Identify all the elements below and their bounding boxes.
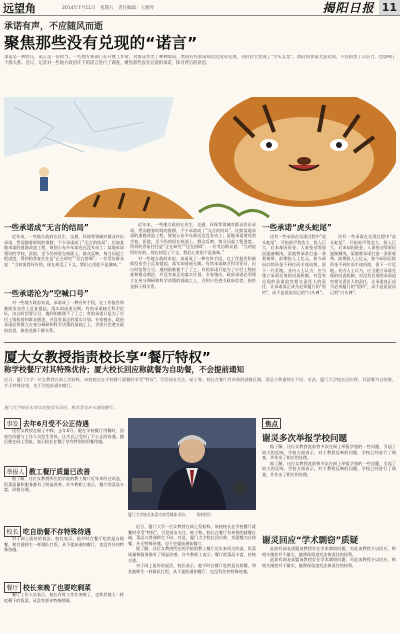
- section-3-text-b: 还有一些承诺在兑现过程中“虎头蛇尾”。开始时声势浩大、投入巨大，后来却因资金、人事变动等原因逐渐搁浅。某地曾承诺打造一条景观带，前期投入上亿元，如今却因后续资金不到位而半途而废，留下一片荒地。业内人士认为，应当建立承诺兑现的问责机制，对没有兑现的承诺追究相关责任人的责任，让承诺真正成为必须履行的“契约”，而不是说说而已的“口头禅”。: [330, 234, 396, 295]
- cartoon-illustration: [4, 97, 396, 219]
- section-1-text: 近年来，一些地方政府在民生、交通、环保等领域对群众作出承诺，然而随着时间的推移，不少承诺成了“无言的结局”。比如某地承诺的道路改造工程，规划公布多年却迟迟没有动工；某地承诺建设的学校、医院，至今仍停留在纸面上。群众反映，每当问起工程进度，得到的答复往往是“正在研究”“还在协调”。一位受访群众说：“当初说得好好的，现在却没了下文，我们心里很不是滋味。”: [4, 234, 124, 267]
- focus-2-title: 谢灵回应“学术剽窃”质疑: [262, 536, 359, 546]
- issue-meta: 2014年7月11日 星期五 责任编辑：王晓琴: [62, 5, 155, 11]
- newspaper-logo: 揭阳日报: [322, 1, 375, 15]
- bottom-italic-note: 厦门大学校长朱崇实在接受采访时，称其事先并未通知餐厅。: [4, 405, 118, 410]
- bottom-lead: 近日，厦门大学一位女教授在网上发帖称，该校校长在学校餐厅就餐时享受“特权”，引发网友关注。帖子称，校长在餐厅有单独的就餐区域，菜品与普通师生不同。对此，厦门大学校长回应称，其就餐为自助餐，并无特殊待遇，也不会提前通知餐厅。: [4, 377, 396, 388]
- section-1-title: 一些承诺成“无言的结局”: [4, 223, 89, 232]
- tag-1-title: 事发 去年6月受不公正待遇: [4, 418, 89, 429]
- tag-2-text: 据了解，这位女教授所在的学院的教工餐厅近年来经过改造，饭菜质量和服务都有了明显改善。许多教职工表示，餐厅的菜品丰富，价格合理。: [4, 476, 124, 493]
- section-divider: [4, 342, 396, 343]
- page-masthead: [0, 0, 400, 16]
- tag-4-text: 餐厅工作人员表示，校长有时工作忙来晚了，也和其他人一样吃剩下的饭菜，从没有要求特殊照顾。: [4, 592, 124, 603]
- middle-column-text: 近日，厦门大学一位女教授在网上发帖称，该校校长在学校餐厅就餐时享受“特权”，引发网友关注。帖子称，校长在餐厅有单独的就餐区域，菜品与普通师生不同。对此，厦门大学校长回应称，其就餐为自助餐，并无特殊待遇，也不会提前通知餐厅。 据了解，这位女教授所在的学院的教工餐厅近年来经过改造，饭菜质量和服务都有了明显改善。许多教职工表示，餐厅的菜品丰富，价格合理。 对于网上流传的说法，校长表示，他平时在餐厅吃的是自助餐，和其他师生一样排队打饭，从不提前通知餐厅，也没有任何特殊待遇。: [128, 524, 256, 574]
- focus-2-text: 此前有网友质疑该教授存在学术剽窃问题，对此该教授予以回应，称相关指控并不属实，她将保留追究法律责任的权利。 此前有网友质疑该教授存在学术剽窃问题，对此该教授予以回应，称相关指控并不属实，她将保留追究法律责任的权利。: [262, 546, 396, 568]
- section-name: 远望角: [3, 1, 36, 15]
- focus-1-text: 据了解，这位女教授此前曾多次在网上举报学校的一些问题，引起了较大的反响。学校方面表示，对于教授反映的问题，学校已经进行了调查，并作出了相应的处理。 据了解，这位女教授此前曾多次在网上举报学校的一些问题，引起了较大的反响。学校方面表示，对于教授反映的问题，学校已经进行了调查，并作出了相应的处理。: [262, 444, 396, 477]
- photo-caption: 厦门大学校长朱崇实接受媒体采访。 资料图片: [128, 512, 212, 517]
- section-2-text: 对一些地方政府来说，承诺成了一种宣传手段，在工作报告和新闻发布会上反复提起，落实却遥遥无期。有的承诺缺乏科学论证，出台时信誓旦旦，遇到困难便不了了之；有的承诺只是为了应付上级检查和群众舆论，并没有真正的落实计划。专家指出，政府承诺必须建立在充分调研和科学决策的基础之上，否则只会透支政府信誉，损害党群干群关系。: [4, 300, 124, 333]
- news-photo: [128, 418, 256, 510]
- story-headline: 聚焦那些没有兑现的“诺言”: [4, 34, 198, 52]
- bottom-deck: 称学校餐厅对其特殊优待；厦大校长回应称就餐为自助餐，不会提前通知: [4, 365, 244, 374]
- focus-1-title: 谢灵多次举报学校问题: [262, 434, 348, 444]
- bottom-headline: 厦大女教授指责校长享“餐厅特权”: [4, 350, 211, 366]
- story-lead: 承诺是一种责任，诺言是一份担当。一些地方和部门在开展工作时，对群众作出了种种承诺，然而有些承诺却迟迟没有兑现，有的甚至变成了“空头支票”。政府的承诺无法兑现，不仅损害了公信力，也影响了干群关系。近日，记者对一些地方政府许下的诺言进行了调查，聚焦那些没有兑现的承诺，探寻背后的原因。: [4, 55, 396, 66]
- section-3-title: 一些承诺“虎头蛇尾”: [262, 223, 332, 232]
- story-kicker: 承诺有声，不应随风而逝: [4, 22, 104, 32]
- tag-1-text: 这位女教授在帖子中称，去年6月，她在学校餐厅用餐时，因座位问题与工作人员发生争执，认为自己受到了不公正的待遇，随后便在网上发帖，表示校长在餐厅享有特别的用餐待遇。: [4, 428, 124, 445]
- tag-3-text: 对于网上流传的说法，校长表示，他平时在餐厅吃的是自助餐，和其他师生一样排队打饭，从不提前通知餐厅，也没有任何特殊待遇。: [4, 536, 124, 553]
- tag-3-title: 校长 吃自助餐不存特殊待遇: [4, 526, 91, 537]
- section-2-title: 一些承诺沦为“空喊口号”: [4, 289, 89, 298]
- section-3-text-a: 还有一些承诺在兑现过程中“虎头蛇尾”。开始时声势浩大、投入巨大，后来却因资金、人事变动等原因逐渐搁浅。某地曾承诺打造一条景观带，前期投入上亿元，如今却因后续资金不到位而半途而废，留下一片荒地。业内人士认为，应当建立承诺兑现的问责机制，对没有兑现的承诺追究相关责任人的责任，让承诺真正成为必须履行的“契约”，而不是说说而已的“口头禅”。: [262, 234, 326, 295]
- tag-4-title: 餐厅 校长来晚了也要吃剩菜: [4, 582, 91, 593]
- page-number: 11: [379, 0, 400, 15]
- section-2-continued: 近年来，一些地方政府在民生、交通、环保等领域对群众作出承诺，然而随着时间的推移，不少承诺成了“无言的结局”。比如某地承诺的道路改造工程，规划公布多年却迟迟没有动工；某地承诺建设的学校、医院，至今仍停留在纸面上。群众反映，每当问起工程进度，得到的答复往往是“正在研究”“还在协调”。一位受访群众说：“当初说得好好的，现在却没了下文，我们心里很不是滋味。” 对一些地方政府来说，承诺成了一种宣传手段，在工作报告和新闻发布会上反复提起，落实却遥遥无期。有的承诺缺乏科学论证，出台时信誓旦旦，遇到困难便不了了之；有的承诺只是为了应付上级检查和群众舆论，并没有真正的落实计划。专家指出，政府承诺必须建立在充分调研和科学决策的基础之上，否则只会透支政府信誉，损害党群干群关系。: [130, 222, 256, 289]
- focus-label: 焦点: [262, 418, 281, 429]
- tag-2-title: 举报人 教工餐厅质量已改善: [4, 466, 90, 477]
